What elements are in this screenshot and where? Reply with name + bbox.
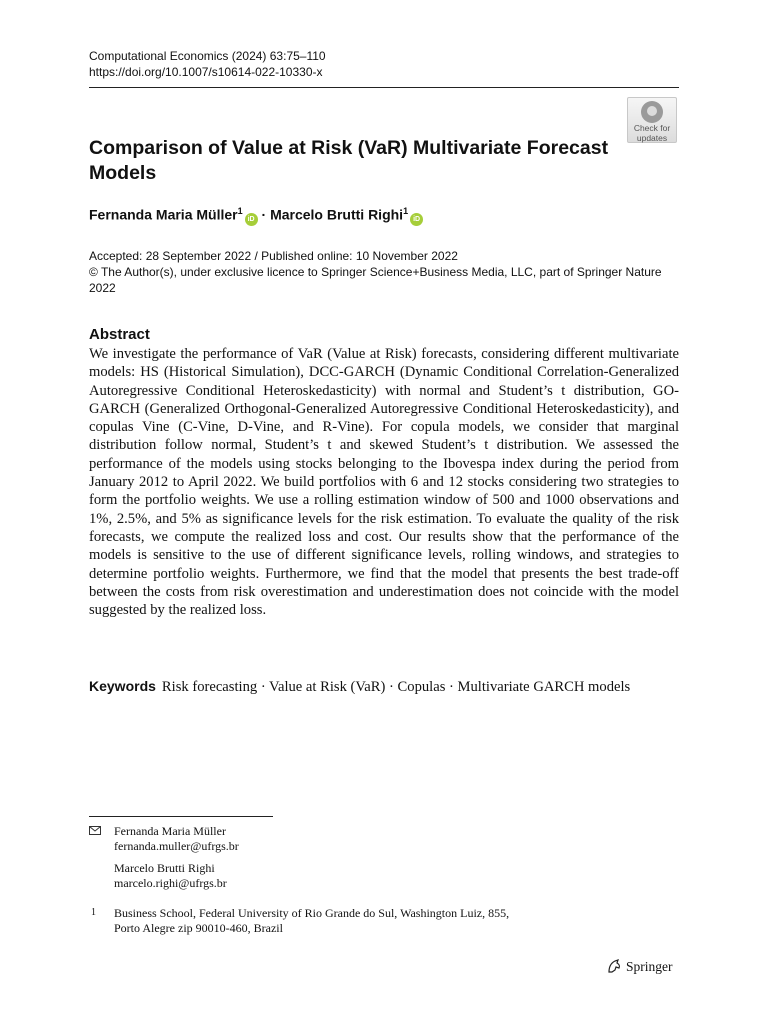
affiliation <box>114 906 509 936</box>
author-affiliation-mark: 1 <box>403 206 409 216</box>
second-author-email[interactable]: marcelo.righi@ufrgs.br <box>114 876 227 890</box>
affiliation-line-1: Business School, Federal University of Rio Grande do Sul, Washington Luiz, 855, <box>114 906 510 920</box>
footnote-divider <box>89 816 273 817</box>
second-author-name: Marcelo Brutti Righi <box>114 861 215 875</box>
corresponding-author-email[interactable]: fernanda.muller@ufrgs.br <box>114 839 239 853</box>
check-for-updates-badge[interactable] <box>627 97 677 143</box>
copyright-line: © The Author(s), under exclusive licence to Springer Science+Business Media, LLC, part of Springer Nature 2022 <box>89 265 662 295</box>
journal-header <box>89 48 326 80</box>
springer-logo <box>606 958 673 975</box>
author-list <box>89 206 423 226</box>
keywords <box>89 677 679 697</box>
publication-info <box>89 248 679 296</box>
keywords-label: Keywords <box>89 678 156 694</box>
second-author <box>114 861 227 891</box>
orcid-icon[interactable]: iD <box>410 213 423 226</box>
paper-title: Comparison of Value at Risk (VaR) Multivariate Forecast Models <box>89 137 609 184</box>
doi-link[interactable]: https://doi.org/10.1007/s10614-022-10330-x <box>89 65 323 79</box>
abstract-text: We investigate the performance of VaR (Value at Risk) forecasts, considering different multivariate models: HS (Historical Simulation), DCC-GARCH (Dynamic Conditional Correlation-Generalized Autoregressive Conditional Heteroskedasticity) with normal and Student’s t distribution, GO-GARCH (Generalized Orthogonal-Generalized Autoregressive Conditional Heteroskedasticity), and copulas Vine (C-Vine, D-Vine, and R-Vine). For copula models, we consider that marginal distribution follow normal, Student’s t and skewed Student’s t distribution. We assessed the performance of the models using stocks belonging to the Ibovespa index during the period from January 2012 to April 2022. We build portfolios with 6 and 12 stocks considering two strategies to form the portfolio weights. We use a rolling estimation window of 500 and 1000 observations and 1%, 2.5%, and 5% as significance levels for the risk estimation. To evaluate the quality of the risk forecasts, we compute the realized loss and cost. Our results show that the performance of the models is sensitive to the use of different significance levels, rolling windows, and strategies to determine portfolio weights. Furthermore, we find that the model that presents the best trade-off between the costs from risk overestimation and underestimation does not coincide with the model suggested by the realized loss. <box>89 346 679 619</box>
journal-citation: Computational Economics (2024) 63:75–110 <box>89 49 326 63</box>
corresponding-author-name: Fernanda Maria Müller <box>114 824 226 838</box>
header-divider <box>89 87 679 88</box>
author-separator: · <box>261 206 267 223</box>
author-name: Fernanda Maria Müller <box>89 206 238 223</box>
dates-line: Accepted: 28 September 2022 / Published online: 10 November 2022 <box>89 249 458 263</box>
orcid-icon[interactable]: iD <box>245 213 258 226</box>
keywords-text: Risk forecasting · Value at Risk (VaR) · Copulas · Multivariate GARCH models <box>161 679 631 695</box>
badge-line-2: updates <box>636 133 668 143</box>
author-name: Marcelo Brutti Righi <box>270 206 404 223</box>
author-affiliation-mark: 1 <box>237 206 243 216</box>
abstract-heading: Abstract <box>89 326 150 343</box>
affiliation-line-2: Porto Alegre zip 90010-460, Brazil <box>114 921 283 935</box>
springer-horse-icon <box>606 958 622 974</box>
check-updates-icon <box>641 101 663 123</box>
envelope-icon <box>89 826 101 835</box>
affiliation-mark: 1 <box>91 907 96 918</box>
corresponding-author <box>114 824 239 854</box>
badge-line-1: Check for <box>633 123 671 133</box>
publisher-name: Springer <box>626 959 673 974</box>
